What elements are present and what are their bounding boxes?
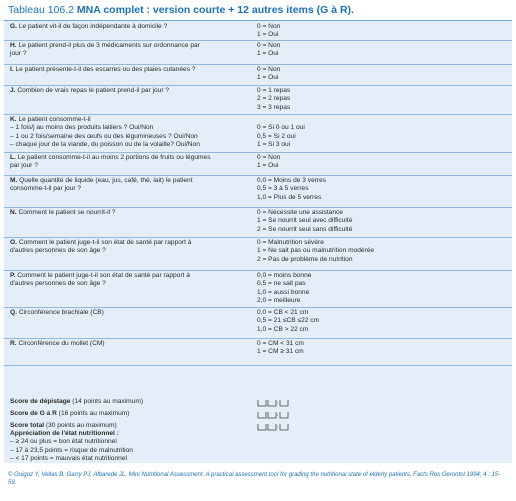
answer-option: 1,0 = aussi bonne bbox=[257, 288, 310, 296]
item-label: I. bbox=[10, 66, 14, 73]
score-screening-label: Score de dépistage bbox=[10, 398, 71, 405]
question-text: consomme-t-il par jour ? bbox=[10, 185, 82, 193]
score-g-to-r-label: Score de G à R bbox=[10, 410, 57, 417]
score-total-detail: (30 points au maximum) bbox=[44, 422, 117, 429]
interpretation-title: Appréciation de l'état nutritionnel : bbox=[10, 430, 119, 437]
table-title-strong: MNA complet : version courte + 12 autres items (G à R). bbox=[76, 4, 354, 16]
item-row bbox=[4, 175, 512, 208]
item-answers bbox=[257, 239, 507, 264]
answer-option: 0,0 = moins bonne bbox=[257, 272, 312, 279]
table-title-prefix: Tableau 106.2 bbox=[8, 4, 77, 16]
answer-option: 0 = Non bbox=[257, 154, 281, 161]
answer-option: 1 = Se nourrit seul avec difficulté bbox=[257, 217, 353, 225]
item-answers bbox=[257, 272, 507, 306]
question-line bbox=[10, 87, 250, 95]
question-line bbox=[10, 116, 250, 124]
answer-option: 0 = Non bbox=[257, 66, 281, 73]
item-question bbox=[10, 340, 250, 348]
question-text: Le patient consomme-t-il bbox=[18, 116, 91, 123]
question-line bbox=[10, 177, 250, 185]
answer-option: 0,5 = 21 ≤CB ≤22 cm bbox=[257, 317, 320, 325]
answer-option: 1 = CM ≥ 31 cm bbox=[257, 348, 304, 356]
question-text: par jour ? bbox=[10, 162, 38, 170]
answer-option bbox=[257, 116, 507, 124]
question-line bbox=[10, 42, 250, 50]
item-answers bbox=[257, 116, 507, 150]
answer-option: 0 = Malnutrition sévère bbox=[257, 239, 324, 246]
question-text: d'autres personnes de son âge ? bbox=[10, 280, 106, 288]
answer-option: 0 = Nécessite une assistance bbox=[257, 209, 343, 216]
question-line bbox=[10, 124, 250, 132]
item-answers bbox=[257, 309, 507, 334]
answer-option: 1 = Oui bbox=[257, 162, 279, 170]
score-screening-boxes bbox=[257, 399, 293, 407]
answer-option: 1 = Oui bbox=[257, 31, 279, 39]
item-label: Q. bbox=[10, 309, 17, 316]
question-text: Combien de vrais repas le patient prend-il par jour ? bbox=[17, 87, 170, 94]
item-answers bbox=[257, 340, 507, 357]
answer-option: 2 = 2 repas bbox=[257, 95, 291, 103]
item-answers bbox=[257, 209, 507, 234]
item-row bbox=[4, 21, 512, 41]
interpretation-line: – ≥ 24 ou plus = bon état nutritionnel bbox=[10, 438, 117, 446]
item-question bbox=[10, 177, 250, 194]
answer-option: 0,5 = 3 à 5 verres bbox=[257, 185, 309, 193]
answer-option: 0,0 = CB < 21 cm bbox=[257, 309, 309, 316]
interpretation-line: – 17 à 23,5 points = risque de malnutrition bbox=[10, 446, 133, 454]
question-line bbox=[10, 280, 250, 288]
question-text: Quelle quantité de liquide (eau, jus, café, thé, lait) le patient bbox=[19, 177, 193, 184]
item-question bbox=[10, 87, 250, 95]
item-row bbox=[4, 152, 512, 176]
item-label: J. bbox=[10, 87, 16, 94]
source-footnote: © Guigoz Y, Vellas B, Garry PJ, Albarede JL. Mini Nutritional Assessment. A practical assessment tool for grading the nutritional state of elderly patients. Facts Res Gerontol 1994; 4 : 15-59. bbox=[8, 472, 501, 486]
question-line bbox=[10, 50, 250, 58]
answer-option: 0 = Si 0 ou 1 oui bbox=[257, 124, 305, 132]
nutrition-interpretation bbox=[10, 430, 133, 464]
answer-option: 2,0 = meilleure bbox=[257, 297, 301, 305]
item-label: G. bbox=[10, 23, 17, 30]
question-line bbox=[10, 133, 250, 141]
question-line bbox=[10, 309, 250, 317]
answer-option: 0,5 = ne sait pas bbox=[257, 280, 306, 288]
answer-option: 1,0 = CB > 22 cm bbox=[257, 325, 309, 333]
answer-option: 1 = Oui bbox=[257, 74, 279, 82]
question-line bbox=[10, 23, 250, 31]
item-label: M. bbox=[10, 177, 18, 184]
question-text: – 1 fois/j au moins des produits laitiers ? Oui/Non bbox=[10, 124, 154, 132]
question-text: Comment le patient juge-t-il son état de santé par rapport à bbox=[17, 272, 190, 279]
question-text: Comment le patient se nourrit-il ? bbox=[18, 209, 116, 216]
item-question bbox=[10, 116, 250, 150]
question-text: – 1 ou 2 fois/semaine des œufs ou des légumineuses ? Oui/Non bbox=[10, 132, 198, 140]
question-text: Circonférence brachiale (CB) bbox=[18, 309, 104, 316]
question-text: Le patient vit-il de façon indépendante à domicile ? bbox=[18, 23, 168, 30]
item-answers bbox=[257, 154, 507, 171]
mna-table bbox=[4, 20, 512, 463]
question-text: Comment le patient juge-t-il son état de santé par rapport à bbox=[18, 239, 192, 246]
item-label: O. bbox=[10, 239, 17, 246]
item-row bbox=[4, 114, 512, 153]
question-line bbox=[10, 272, 250, 280]
item-row bbox=[4, 307, 512, 339]
score-total-boxes bbox=[257, 423, 293, 431]
item-question bbox=[10, 239, 250, 256]
question-text: Le patient prend-il plus de 3 médicaments sur ordonnance par bbox=[18, 42, 200, 49]
item-answers bbox=[257, 23, 507, 40]
answer-option: 0 = Non bbox=[257, 42, 281, 49]
question-text: – chaque jour de la viande, du poisson ou de la volaille? Oui/Non bbox=[10, 141, 200, 149]
item-label: N. bbox=[10, 209, 17, 216]
item-question bbox=[10, 154, 250, 171]
answer-option: 0,5 = Si 2 oui bbox=[257, 132, 296, 140]
item-row bbox=[4, 40, 512, 65]
item-row bbox=[4, 207, 512, 238]
question-line bbox=[10, 66, 250, 74]
item-question bbox=[10, 309, 250, 317]
item-label: L. bbox=[10, 154, 16, 161]
question-text: jour ? bbox=[10, 50, 27, 58]
answer-option: 0,0 = Moins de 3 verres bbox=[257, 177, 327, 184]
answer-option: 0 = 1 repas bbox=[257, 87, 291, 94]
score-section bbox=[4, 396, 512, 462]
item-row bbox=[4, 64, 512, 86]
item-row bbox=[4, 237, 512, 271]
answer-option: 3 = 3 repas bbox=[257, 103, 291, 111]
question-text: Le patient présente-t-il des escarres ou des plaies cutanées ? bbox=[15, 66, 196, 73]
question-line bbox=[10, 154, 250, 162]
item-question bbox=[10, 42, 250, 59]
answer-option: 1 = Oui bbox=[257, 50, 279, 58]
question-text: d'autres personnes de son âge ? bbox=[10, 247, 106, 255]
question-text: Circonférence du mollet (CM) bbox=[18, 340, 105, 347]
question-line bbox=[10, 239, 250, 247]
item-question bbox=[10, 209, 250, 217]
question-line bbox=[10, 141, 250, 149]
answer-option: 2 = Pas de problème de nutrition bbox=[257, 255, 353, 263]
item-label: K. bbox=[10, 116, 17, 123]
item-answers bbox=[257, 66, 507, 83]
answer-option: 1,0 = Plus de 5 verres bbox=[257, 193, 322, 201]
item-question bbox=[10, 272, 250, 289]
item-label: P. bbox=[10, 272, 16, 279]
item-label: R. bbox=[10, 340, 17, 347]
question-line bbox=[10, 162, 250, 170]
item-question bbox=[10, 66, 250, 74]
answer-option: 1 = Ne sait pas ou malnutrition modérée bbox=[257, 247, 375, 255]
score-g-to-r-detail: (16 points au maximum) bbox=[56, 410, 130, 417]
interpretation-line: – < 17 points = mauvais état nutritionnel bbox=[10, 455, 127, 463]
answer-option: 2 = Se nourrit seul sans difficulté bbox=[257, 225, 353, 233]
item-answers bbox=[257, 42, 507, 59]
question-line bbox=[10, 209, 250, 217]
score-total-label: Score total bbox=[10, 422, 45, 429]
question-line bbox=[10, 185, 250, 193]
item-row bbox=[4, 338, 512, 366]
item-label: H. bbox=[10, 42, 17, 49]
item-answers bbox=[257, 87, 507, 112]
item-answers bbox=[257, 177, 507, 202]
item-row bbox=[4, 85, 512, 115]
question-line bbox=[10, 340, 250, 348]
score-g-to-r bbox=[10, 410, 129, 418]
answer-option: 0 = Non bbox=[257, 23, 281, 30]
answer-option: 0 = CM < 31 cm bbox=[257, 340, 304, 347]
question-text: Le patient consomme-t-il au moins 2 portions de fruits ou légumes bbox=[17, 154, 211, 161]
item-row bbox=[4, 270, 512, 308]
score-g-to-r-boxes bbox=[257, 411, 293, 419]
score-screening-detail: (14 points au maximum) bbox=[70, 398, 144, 405]
item-question bbox=[10, 23, 250, 31]
question-line bbox=[10, 247, 250, 255]
score-screening bbox=[10, 398, 143, 406]
answer-option: 1 = Si 3 oui bbox=[257, 141, 291, 149]
table-title bbox=[8, 4, 354, 16]
